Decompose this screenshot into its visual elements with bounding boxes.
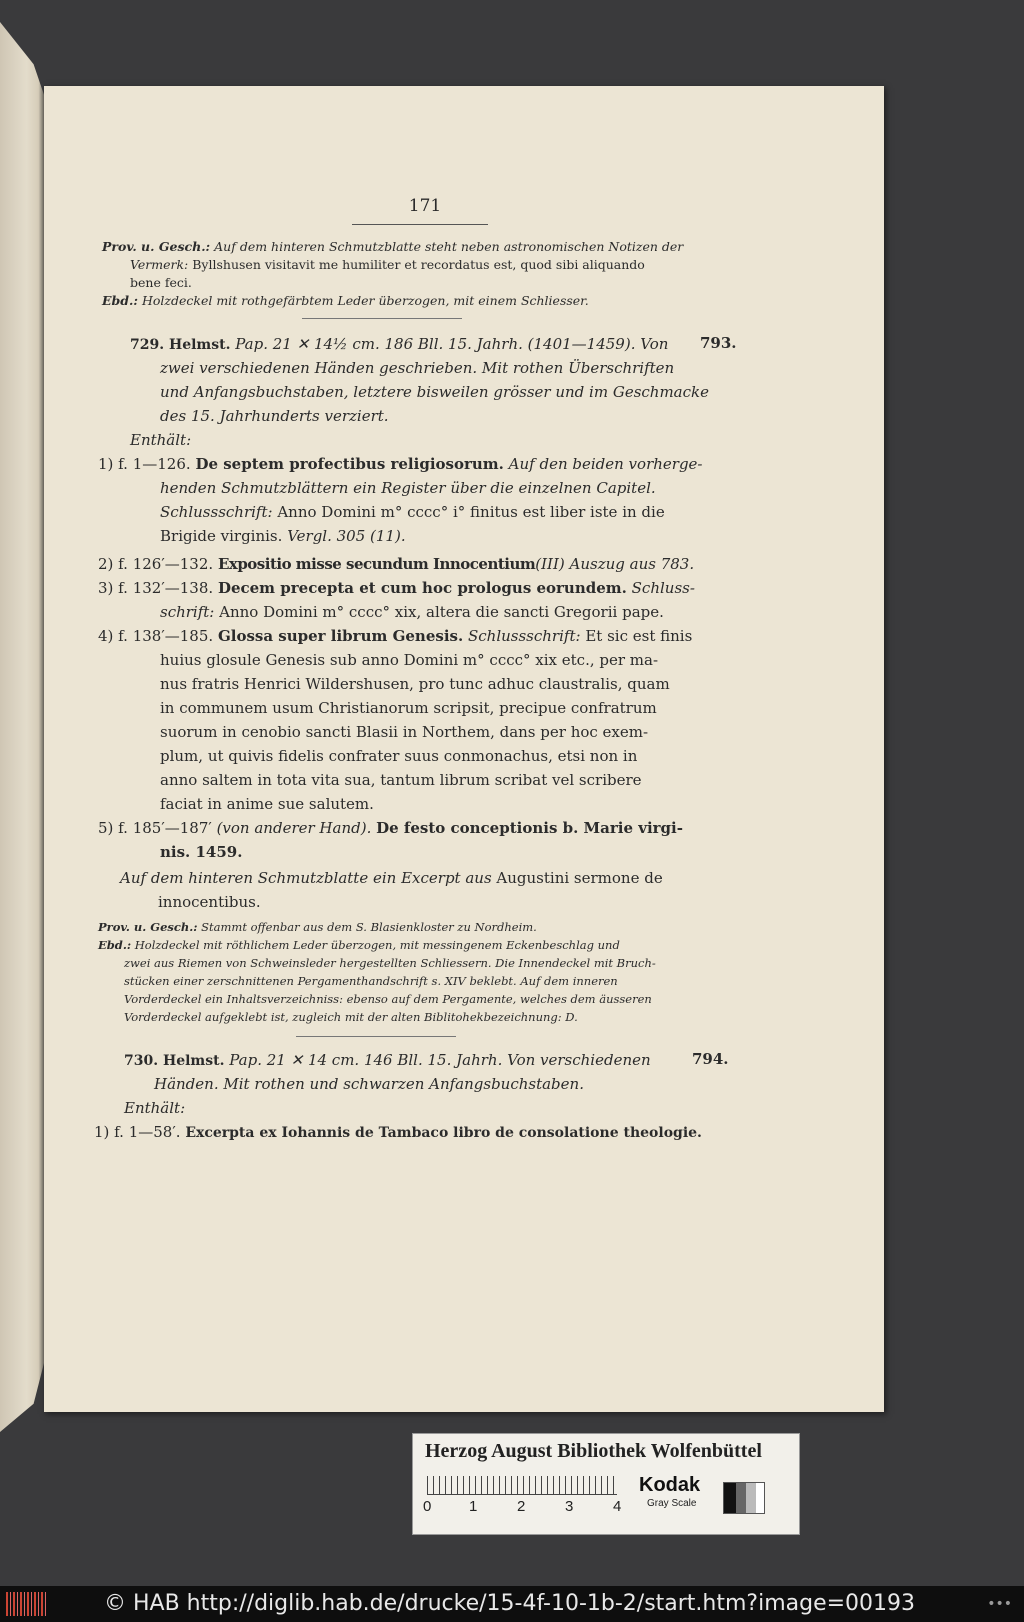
item-4-line3: nus fratris Henrici Wildershusen, pro tunc adhuc claustralis, quam xyxy=(160,675,670,693)
entry-729-desc1: Pap. 21 ✕ 14½ cm. 186 Bll. 15. Jahrh. (1401—1459). Von xyxy=(235,335,669,353)
entry-729-ebd-l5: Vorderdeckel aufgeklebt ist, zugleich mit der alten Biblitohekbezeichnung: D. xyxy=(124,1010,578,1024)
entry-729-desc2: zwei verschiedenen Händen geschrieben. Mit rothen Überschriften xyxy=(160,359,675,377)
entry-729-ebd-l2: zwei aus Riemen von Schweinsleder hergestellten Schliessern. Die Innendeckel mit Bruch- xyxy=(124,956,656,970)
ebd-text: Holzdeckel mit rothgefärbtem Leder überzogen, mit einem Schliesser. xyxy=(141,293,589,308)
entry-729-desc3: und Anfangsbuchstaben, letztere bisweilen grösser und im Geschmacke xyxy=(160,383,709,401)
entry-729-number: 729. Helmst. xyxy=(130,337,231,353)
item-4 xyxy=(98,624,738,648)
gray-swatch xyxy=(723,1482,765,1514)
prov-label: Prov. u. Gesch.: xyxy=(102,239,211,254)
entry-730-right-number: 794. xyxy=(692,1050,729,1068)
barcode-icon xyxy=(6,1592,46,1616)
item-3-folio: 3) f. 132′—138. xyxy=(98,579,214,597)
entry-729-ebd-l3: stücken einer zerschnittenen Pergamenthandschrift s. XIV beklebt. Auf dem inneren xyxy=(124,974,618,988)
item-1-line3 xyxy=(160,500,740,524)
vermerk-line xyxy=(130,256,750,274)
gray-scale-label: Gray Scale xyxy=(647,1498,697,1509)
entry-729-ebd-label: Ebd.: xyxy=(98,938,132,952)
prov-text: Auf dem hinteren Schmutzblatte steht neben astronomischen Notizen der xyxy=(214,239,684,254)
item-1-line2: henden Schmutzblättern ein Register über die einzelnen Capitel. xyxy=(160,479,656,497)
item-5 xyxy=(98,816,738,840)
entry-729-ebd xyxy=(98,936,738,955)
entry-730-enthaelt: Enthält: xyxy=(124,1099,186,1117)
page-number: 171 xyxy=(408,196,442,216)
entry-730-item-1-folio: 1) f. 1—58′. xyxy=(94,1123,181,1141)
item-5-title: De festo conceptionis b. Marie virgi- xyxy=(376,819,683,837)
entry-729-note-line2: innocentibus. xyxy=(158,893,261,911)
item-4-schluss-label: Schlussschrift: xyxy=(467,627,581,645)
entry-729-ebd-l1: Holzdeckel mit röthlichem Leder überzogen, mit messingenem Eckenbeschlag und xyxy=(134,938,620,952)
item-4-line2: huius glosule Genesis sub anno Domini m° cccc° xix etc., per ma- xyxy=(160,651,659,669)
vermerk-line2: bene feci. xyxy=(130,275,192,290)
item-3 xyxy=(98,576,738,600)
more-icon[interactable]: ••• xyxy=(987,1596,1012,1612)
item-1-vergl: Vergl. 305 (11). xyxy=(287,527,406,545)
item-4-schluss-text: Et sic est finis xyxy=(585,627,693,645)
page-number-rule xyxy=(352,224,488,225)
left-page-edge xyxy=(0,22,48,1432)
entry-729-prov-label: Prov. u. Gesch.: xyxy=(98,920,198,934)
item-5-line2: nis. 1459. xyxy=(160,843,243,861)
entry-730-head xyxy=(124,1048,744,1073)
item-4-line4: in communem usum Christianorum scripsit, precipue confratrum xyxy=(160,699,657,717)
item-5-hand: (von anderer Hand). xyxy=(216,819,372,837)
entry-729-ebd-l4: Vorderdeckel ein Inhaltsverzeichniss: ebenso auf dem Pergamente, welches dem äusseren xyxy=(124,992,652,1006)
item-4-folio: 4) f. 138′—185. xyxy=(98,627,214,645)
note-italic: Auf dem hinteren Schmutzblatte ein Excerpt aus xyxy=(120,869,492,887)
entry-730-desc1: Pap. 21 ✕ 14 cm. 146 Bll. 15. Jahrh. Von verschiedenen xyxy=(229,1051,651,1069)
item-1-brigide: Brigide virginis. xyxy=(160,527,283,545)
entry-730-item-1 xyxy=(94,1120,744,1145)
vermerk-label: Vermerk: xyxy=(130,257,189,272)
item-2-folio: 2) f. 126′—132. xyxy=(98,555,214,573)
item-4-line8: faciat in anime sue salutem. xyxy=(160,795,374,813)
copyright-link[interactable]: © HAB http://diglib.hab.de/drucke/15-4f-10-1b-2/start.htm?image=00193 xyxy=(104,1591,916,1616)
top-prov-line xyxy=(102,238,742,256)
top-ebd-line xyxy=(102,292,742,310)
vermerk-text: Byllshusen visitavit me humiliter et recordatus est, quod sibi aliquando xyxy=(192,257,645,272)
scale-4: 4 xyxy=(613,1498,622,1515)
item-2 xyxy=(98,552,738,576)
section-rule xyxy=(302,318,462,319)
entry-730-desc2: Händen. Mit rothen und schwarzen Anfangsbuchstaben. xyxy=(154,1075,584,1093)
entry-729-prov xyxy=(98,918,738,937)
item-4-line7: anno saltem in tota vita sua, tantum librum scribat vel scribere xyxy=(160,771,642,789)
item-3-schrift-label: schrift: xyxy=(160,603,215,621)
kodak-logo: Kodak xyxy=(639,1474,701,1496)
scale-ruler xyxy=(427,1476,617,1495)
item-4-line5: suorum in cenobio sancti Blasii in Northem, dans per hoc exem- xyxy=(160,723,649,741)
ebd-label: Ebd.: xyxy=(102,293,138,308)
entry-730-number: 730. Helmst. xyxy=(124,1053,225,1069)
note-roman: Augustini sermone de xyxy=(496,869,663,887)
scale-3: 3 xyxy=(565,1498,574,1515)
item-3-note: Schluss- xyxy=(631,579,695,597)
item-2-title: Expositio misse secundum Innocentium xyxy=(217,555,536,573)
entry-729-right-number: 793. xyxy=(700,334,737,352)
scale-0: 0 xyxy=(423,1498,432,1515)
library-name: Herzog August Bibliothek Wolfenbüttel xyxy=(425,1440,762,1462)
item-1-schluss-label: Schlussschrift: xyxy=(160,503,273,521)
item-4-line6: plum, ut quivis fidelis confrater suus conmonachus, etsi non in xyxy=(160,747,638,765)
scale-2: 2 xyxy=(517,1498,526,1515)
library-color-strip xyxy=(412,1433,800,1535)
item-5-folio: 5) f. 185′—187′ xyxy=(98,819,212,837)
entry-729-note xyxy=(120,866,740,890)
item-3-title: Decem precepta et cum hoc prologus eorundem. xyxy=(217,579,627,597)
entry-729-prov-text: Stammt offenbar aus dem S. Blasienkloster zu Nordheim. xyxy=(201,920,537,934)
item-1 xyxy=(98,452,738,476)
section-rule-2 xyxy=(296,1036,456,1037)
scale-1: 1 xyxy=(469,1498,478,1515)
item-3-line2 xyxy=(160,600,740,624)
copyright-footer xyxy=(0,1586,1024,1622)
book-page xyxy=(44,86,884,1412)
item-1-folio: 1) f. 1—126. xyxy=(98,455,191,473)
item-1-line4 xyxy=(160,524,406,548)
item-1-title: De septem profectibus religiosorum. xyxy=(195,455,504,473)
item-2-note: (III) Auszug aus 783. xyxy=(535,555,695,573)
item-3-schrift-text: Anno Domini m° cccc° xix, altera die sancti Gregorii pape. xyxy=(219,603,664,621)
item-1-schluss-text: Anno Domini m° cccc° i° finitus est liber iste in die xyxy=(277,503,665,521)
item-1-note: Auf den beiden vorherge- xyxy=(508,455,703,473)
entry-729-enthaelt: Enthält: xyxy=(130,431,192,449)
item-4-title: Glossa super librum Genesis. xyxy=(217,627,464,645)
entry-729-head xyxy=(130,332,750,357)
entry-730-item-1-title: Excerpta ex Iohannis de Tambaco libro de consolatione theologie. xyxy=(185,1125,702,1141)
entry-729-desc4: des 15. Jahrhunderts verziert. xyxy=(160,407,389,425)
